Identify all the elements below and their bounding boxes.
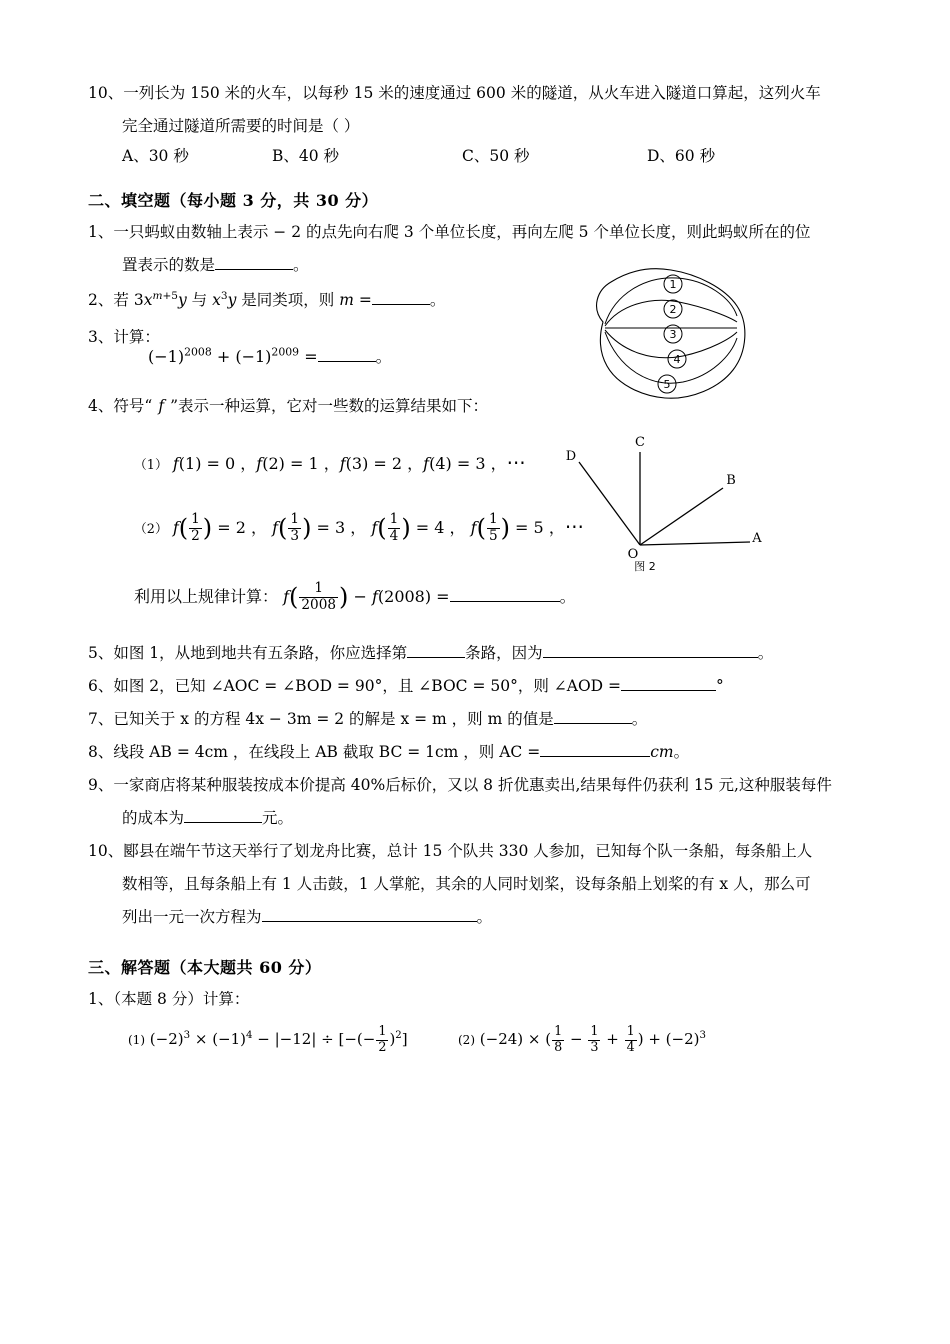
svg-text:B: B [726, 473, 736, 488]
answer-lead: m = [339, 291, 372, 309]
fill-question-7 [88, 704, 878, 735]
answer-blank[interactable] [543, 642, 758, 659]
svg-text:C: C [635, 435, 645, 450]
math-expression: f( $\frac{1}{2}$ ) = 2 ， f( $\frac{1}{3}$ ) = 3 ， f( $\frac{1}{4}$ ) = 4 ， f( $\frac{1}{5}$ ) = 5 ，⋯ [172, 511, 585, 544]
fill-question-4-conclusion [134, 578, 878, 616]
math-expression: (−24) × ( $\frac{1}{8}$ − $\frac{1}{3}$ + $\frac{1}{4}$ ) + $(-2)^3$ [479, 1024, 706, 1055]
row-label: （1） [134, 457, 168, 473]
section-3-title: 三、解答题（本大题共 60 分） [88, 958, 322, 978]
svg-text:2: 2 [669, 303, 677, 316]
unit: cm [650, 743, 674, 762]
fill-question-2 [88, 283, 878, 317]
svg-text:1: 1 [669, 278, 677, 291]
question-text: 线段 AB = 4cm ，在线段上 AB 截取 BC = 1cm ，则 AC = [113, 743, 541, 762]
document-body [88, 78, 878, 1056]
tail: 。 [429, 291, 446, 309]
fill-question-4 [88, 391, 878, 422]
row-label: （2） [134, 521, 168, 537]
fill-question-9 [88, 770, 878, 801]
sub-expression-1 [128, 1025, 458, 1055]
question-number: 2、 [88, 291, 114, 309]
tail: 。 [375, 347, 392, 367]
question-prefix: 计算： [113, 328, 160, 347]
answer-blank[interactable] [554, 708, 632, 725]
question-10-choice [88, 78, 878, 109]
answer-blank[interactable] [184, 807, 262, 824]
question-text-a: 如图 2，已知 [113, 677, 206, 696]
sub-label: (1) [128, 1033, 145, 1048]
question-number: 7、 [88, 710, 114, 729]
sub-label: (2) [458, 1033, 475, 1048]
mid-text: 且 [397, 677, 414, 696]
svg-text:O: O [627, 547, 639, 562]
question-text: 置表示的数是 [122, 256, 216, 274]
tail: 。 [757, 644, 774, 663]
math-expression-a: ∠AOC = ∠BOD = 90°， [210, 677, 398, 696]
question-text-b: 条路，因为 [465, 644, 543, 663]
tail: 元。 [262, 809, 294, 828]
tail: ° [716, 677, 724, 696]
math-expression-b: ∠BOC = 50°， [418, 677, 534, 696]
question-number: 10、 [88, 842, 124, 861]
fill-question-10-line3 [122, 902, 878, 933]
choice-c[interactable]: C、50 秒 [462, 147, 530, 165]
answer-blank[interactable] [215, 254, 293, 271]
svg-text:D: D [565, 449, 577, 464]
question-text-b: 则 [533, 677, 549, 696]
question-number: 1、 [88, 990, 114, 1009]
function-symbol: f [158, 396, 165, 415]
tail: 。 [559, 586, 576, 606]
math-expression: f( $\frac{1}{2008}$ ) − f(2008) = [283, 580, 450, 613]
question-number: 1、 [88, 223, 114, 241]
solve-question-1-expressions [128, 1025, 878, 1055]
question-text-end: 。 [293, 256, 309, 274]
question-text: （本题 8 分）计算： [113, 990, 250, 1009]
tail: 。 [476, 908, 493, 927]
question-number: 8、 [88, 743, 114, 762]
math-expression: f(1) = 0 ，f(2) = 1 ，f(3) = 2 ，f(4) = 3 ，⋯ [172, 450, 526, 474]
question-number: 6、 [88, 677, 114, 696]
choice-a[interactable]: A、30 秒 [122, 147, 189, 165]
fill-question-1 [88, 217, 878, 248]
svg-text:图 2: 图 2 [634, 560, 656, 573]
fill-question-4-row2 [134, 504, 878, 550]
question-suffix: 是同类项，则 [241, 291, 335, 309]
sub-expression-2 [458, 1025, 706, 1055]
answer-blank[interactable] [621, 675, 716, 692]
question-number: 4、 [88, 396, 114, 415]
question-text-line1: 一家商店将某种服装按成本价提高 40%后标价，又以 8 折优惠卖出,结果每件仍获利 15 元,这种服装每件 [113, 776, 832, 795]
math-expression: $(-1)^{2008} + (-1)^{2009}$ = [148, 345, 318, 367]
conclusion-prefix: 利用以上规律计算： [134, 586, 279, 606]
choice-b[interactable]: B、40 秒 [272, 147, 340, 165]
svg-text:5: 5 [663, 378, 671, 391]
question-text-a: 如图 1，从地到地共有五条路，你应选择第 [113, 644, 408, 663]
section-2-title: 二、填空题（每小题 3 分，共 30 分） [88, 191, 379, 210]
question-suffix: ”表示一种运算，它对一些数的运算结果如下： [170, 396, 488, 415]
answer-blank[interactable] [450, 585, 560, 602]
fill-question-10-line2 [122, 869, 878, 900]
fill-question-9-line2 [122, 803, 878, 834]
fill-question-5 [88, 638, 878, 669]
question-10-choices [122, 144, 878, 166]
question-text-line3: 列出一元一次方程为 [122, 908, 262, 927]
answer-blank[interactable] [318, 345, 376, 362]
svg-text:3: 3 [669, 328, 677, 341]
question-prefix: 若 [113, 291, 129, 309]
question-number: 10、 [88, 84, 124, 102]
tail: 。 [673, 743, 690, 762]
fill-question-8 [88, 737, 878, 768]
math-expression: $(-2)^3 \times (-1)^4 - |-12|$ ÷ [−(− $\frac{1}{2}$ )$^2$] [149, 1024, 408, 1055]
math-expression: $3x^{m+5}y$ 与 $x^3y$ [133, 289, 237, 309]
question-number: 9、 [88, 776, 114, 795]
question-text: 已知关于 x 的方程 4x − 3m = 2 的解是 x = m ，则 m 的值是 [113, 710, 554, 729]
fill-question-10 [88, 836, 878, 867]
answer-blank[interactable] [540, 741, 650, 758]
question-number: 3、 [88, 328, 114, 347]
question-10-line2 [122, 111, 878, 142]
solve-question-1 [88, 984, 878, 1015]
fill-question-4-row1 [134, 440, 878, 486]
tail: 。 [631, 710, 648, 729]
svg-text:A: A [752, 531, 762, 546]
question-text-line2: 完全通过隧道所需要的时间是（ ） [122, 117, 360, 135]
answer-blank[interactable] [372, 289, 430, 306]
svg-text:4: 4 [673, 353, 681, 366]
question-text-line2: 的成本为 [122, 809, 185, 828]
fill-question-3-expr [148, 338, 878, 376]
question-text-line1: 一列长为 150 米的火车，以每秒 15 米的速度通过 600 米的隧道，从火车进入隧道口算起，这列火车 [123, 84, 821, 102]
question-prefix: 符号“ [113, 396, 153, 415]
answer-blank[interactable] [407, 642, 465, 659]
question-text: 一只蚂蚁由数轴上表示 − 2 的点先向右爬 3 个单位长度，再向左爬 5 个单位长度，则此蚂蚁所在的位 [113, 223, 811, 241]
answer-blank[interactable] [262, 906, 477, 923]
question-number: 5、 [88, 644, 114, 663]
fill-question-1-line2 [122, 250, 878, 281]
fill-question-6 [88, 671, 878, 702]
question-text-line1: 郾县在端午节这天举行了划龙舟比赛，总计 15 个队共 330 人参加，已知每个队一条船，每条船上人 [123, 842, 813, 861]
math-expression-c: ∠AOD = [553, 677, 622, 696]
choice-d[interactable]: D、60 秒 [647, 147, 716, 165]
question-text-line2: 数相等，且每条船上有 1 人击鼓，1 人掌舵，其余的人同时划桨，设每条船上划桨的有 x 人，那么可 [122, 875, 811, 894]
